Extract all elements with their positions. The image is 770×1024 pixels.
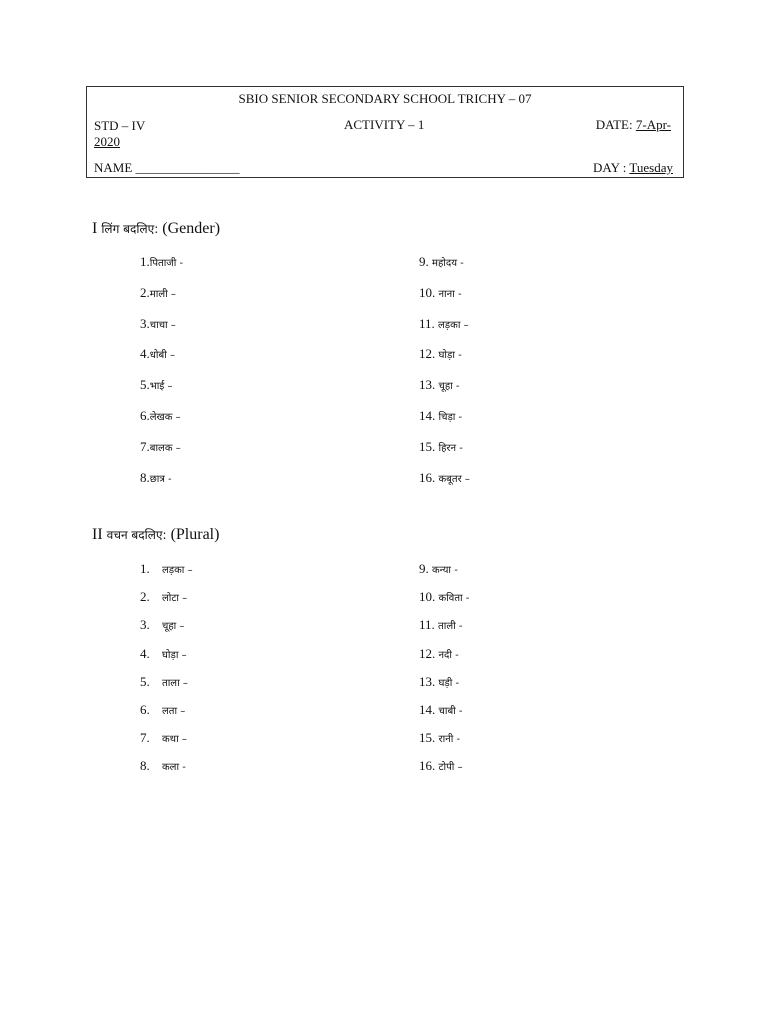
- item-word: नदी -: [438, 649, 459, 661]
- list-item: [140, 254, 183, 270]
- item-number: 16.: [419, 758, 439, 774]
- item-word: महोदय -: [432, 258, 464, 269]
- item-word: लता –: [162, 706, 186, 717]
- list-item: [419, 254, 464, 270]
- item-number: 14.: [419, 702, 439, 717]
- item-number: 11.: [419, 617, 439, 633]
- item-word: लेखक –: [149, 412, 181, 423]
- item-word: चिड़ा -: [438, 412, 463, 423]
- list-item: [419, 561, 458, 577]
- item-number: 5.: [140, 673, 150, 689]
- item-number: 8.: [140, 758, 150, 774]
- list-item: [419, 439, 463, 455]
- list-item: [140, 316, 176, 332]
- item-number: 12.: [419, 645, 439, 661]
- list-item: [140, 617, 184, 633]
- list-item: [140, 285, 176, 301]
- item-word: हिरन -: [438, 442, 463, 454]
- day-label: DAY :: [593, 160, 630, 175]
- school-name: SBIO SENIOR SECONDARY SCHOOL TRICHY – 07: [238, 91, 532, 106]
- item-word: चूहा -: [438, 381, 460, 393]
- item-word: चाबी -: [438, 706, 463, 717]
- item-number: 2.: [140, 284, 150, 300]
- item-number: 9.: [419, 561, 432, 576]
- item-number: 4.: [140, 645, 150, 661]
- day-field: [593, 160, 673, 176]
- item-word: घोड़ा –: [162, 649, 187, 661]
- header-box: [86, 86, 684, 178]
- list-item: [140, 758, 186, 774]
- item-word: घोड़ा -: [438, 350, 462, 362]
- item-word: भाई –: [149, 381, 173, 393]
- date-value: 7-Apr-: [635, 117, 671, 132]
- item-number: 7.: [140, 730, 150, 746]
- item-number: 12.: [419, 346, 439, 362]
- item-word: लोटा –: [162, 593, 188, 605]
- list-item: [419, 316, 469, 332]
- list-item: [419, 346, 462, 362]
- item-word: रानी -: [438, 734, 461, 746]
- item-word: नाना -: [438, 288, 462, 300]
- item-number: 13.: [419, 673, 439, 689]
- list-item: [419, 674, 459, 690]
- item-word: लड़का –: [162, 565, 193, 576]
- list-item: [140, 646, 187, 662]
- activity-label: ACTIVITY – 1: [344, 117, 425, 132]
- item-word: बालक –: [149, 442, 181, 454]
- list-item: [140, 377, 172, 393]
- list-item: [140, 561, 193, 577]
- list-item: [140, 589, 187, 605]
- item-word: टोपी –: [438, 762, 463, 774]
- item-number: 14.: [419, 408, 439, 423]
- list-item: [140, 674, 188, 690]
- item-word: धोबी –: [149, 350, 175, 362]
- date-field: [596, 117, 671, 133]
- section-title-english: (Gender): [162, 220, 221, 237]
- item-word: चाचा –: [149, 319, 176, 331]
- item-word: छात्र -: [149, 473, 172, 485]
- item-number: 1.: [140, 561, 150, 576]
- section-title-hindi: वचन बदलिए:: [106, 528, 167, 542]
- list-item: [419, 285, 462, 301]
- item-number: 3.: [140, 315, 150, 331]
- list-item: [419, 408, 462, 424]
- item-word: कथा –: [162, 734, 187, 746]
- list-item: [419, 730, 460, 746]
- item-word: कबूतर –: [438, 473, 470, 485]
- item-number: 16.: [419, 469, 439, 485]
- item-number: 3.: [140, 617, 150, 633]
- item-number: 9.: [419, 254, 432, 269]
- section-gender-title: [92, 220, 220, 238]
- item-number: 10.: [419, 284, 439, 300]
- item-number: 1.: [140, 254, 150, 269]
- list-item: [140, 470, 172, 486]
- list-item: [419, 377, 460, 393]
- item-word: घड़ी -: [438, 677, 460, 689]
- list-item: [140, 346, 175, 362]
- list-item: [419, 702, 463, 718]
- item-number: 7.: [140, 438, 150, 454]
- list-item: [419, 589, 469, 605]
- date-year: 2020: [94, 134, 120, 149]
- name-field: NAME ________________: [94, 160, 240, 175]
- list-item: [140, 730, 187, 746]
- list-item: [140, 408, 181, 424]
- item-word: पिताजी -: [149, 258, 184, 269]
- section-number: II: [92, 526, 103, 543]
- section-title-english: (Plural): [170, 526, 220, 543]
- item-number: 13.: [419, 377, 439, 393]
- date-label: DATE:: [595, 117, 636, 132]
- item-word: कविता -: [438, 593, 470, 605]
- section-plural-title: [92, 526, 219, 544]
- item-number: 15.: [419, 438, 439, 454]
- item-number: 11.: [419, 315, 439, 331]
- list-item: [419, 646, 459, 662]
- item-number: 10.: [419, 589, 439, 605]
- item-number: 4.: [140, 346, 150, 362]
- item-number: 15.: [419, 730, 439, 746]
- item-number: 2.: [140, 589, 150, 605]
- day-value: Tuesday: [629, 160, 673, 175]
- item-number: 5.: [140, 377, 150, 393]
- list-item: [140, 439, 181, 455]
- section-title-hindi: लिंग बदलिए:: [101, 222, 159, 236]
- item-word: ताली -: [438, 621, 463, 633]
- list-item: [419, 758, 463, 774]
- item-word: चूहा –: [162, 621, 185, 633]
- section-number: I: [92, 220, 98, 237]
- item-word: ताला –: [162, 677, 188, 689]
- item-word: लड़का –: [438, 319, 469, 331]
- item-word: कन्या -: [432, 565, 458, 576]
- list-item: [140, 702, 185, 718]
- list-item: [419, 617, 462, 633]
- std-label: STD – IV: [94, 118, 146, 133]
- list-item: [419, 470, 470, 486]
- item-word: माली –: [149, 288, 176, 300]
- item-number: 8.: [140, 469, 150, 485]
- item-number: 6.: [140, 702, 150, 717]
- item-number: 6.: [140, 408, 150, 423]
- item-word: कला -: [162, 762, 186, 774]
